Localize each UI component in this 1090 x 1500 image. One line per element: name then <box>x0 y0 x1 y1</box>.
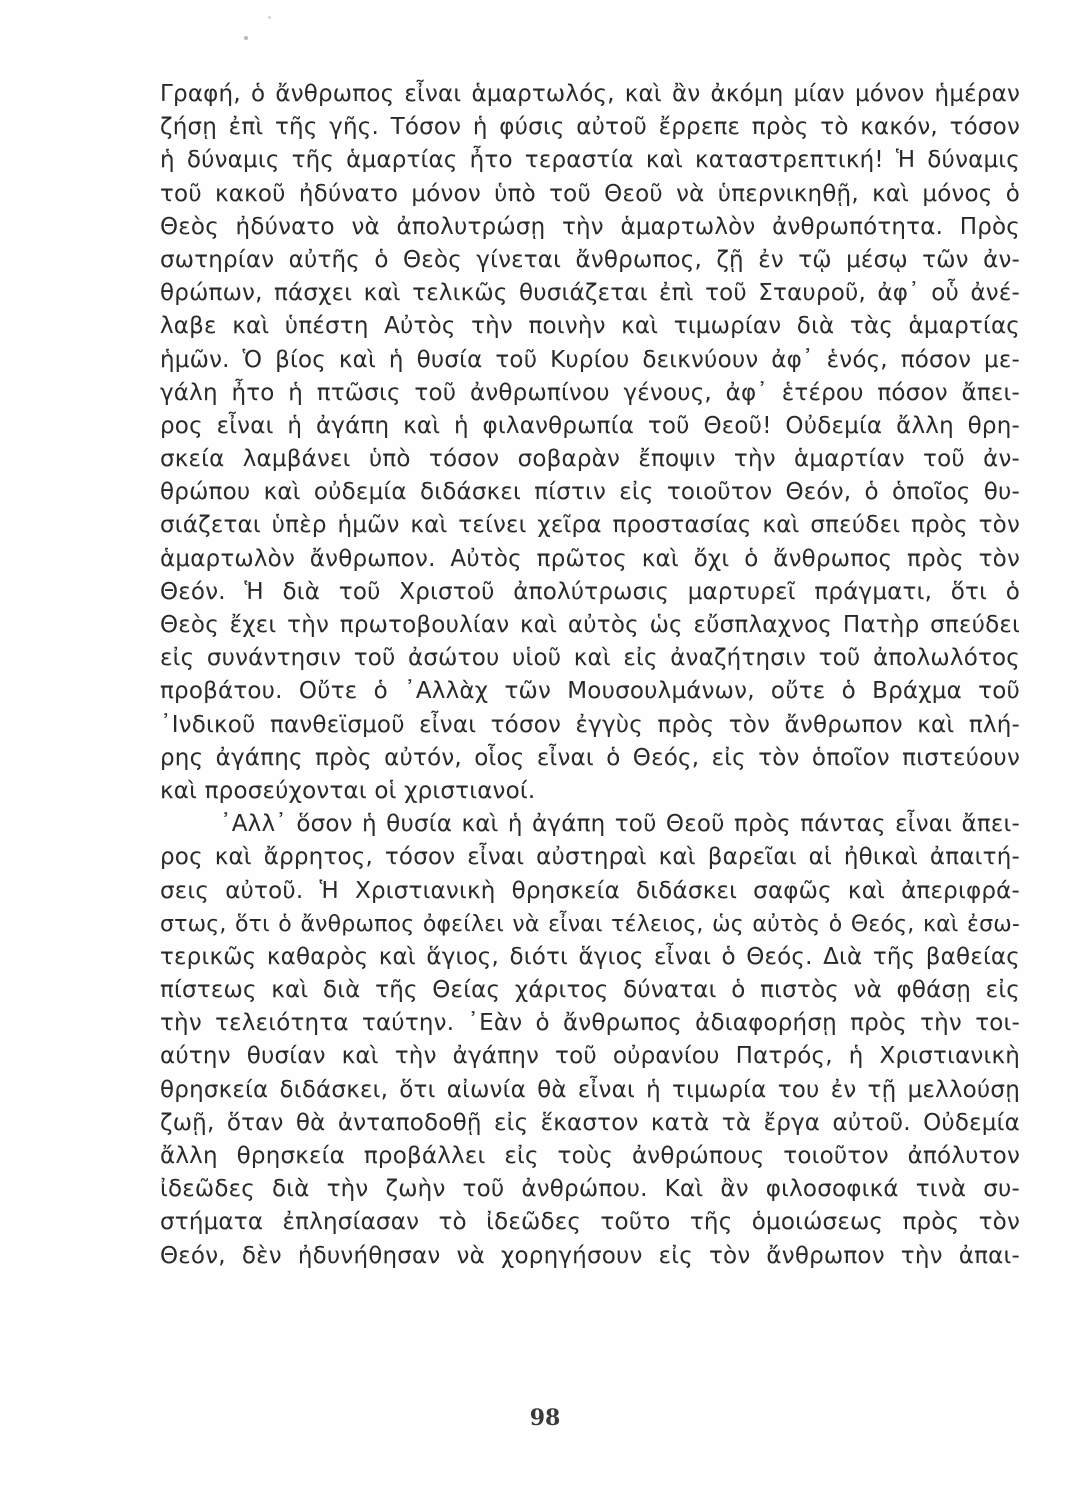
paper-speck <box>244 36 248 40</box>
text-line: πίστεως καὶ διὰ τῆς Θείας χάριτος δύναται ὁ πιστὸς νὰ φθάσῃ εἰς <box>160 977 1020 1004</box>
text-line: σεις αὐτοῦ. Ἡ Χριστιανικὴ θρησκεία διδάσκει σαφῶς καὶ ἀπεριφρά- <box>160 877 1020 904</box>
text-line: Θεὸς ἠδύνατο νὰ ἀπολυτρώσῃ τὴν ἁμαρτωλὸν ἀνθρωπότητα. Πρὸς <box>160 213 1020 240</box>
text-line: σκεία λαμβάνει ὑπὸ τόσον σοβαρὰν ἔποψιν τὴν ἁμαρτίαν τοῦ ἀν- <box>160 446 1020 473</box>
text-line: ἄλλη θρησκεία προβάλλει εἰς τοὺς ἀνθρώπους τοιοῦτον ἀπόλυτον <box>160 1143 1020 1169</box>
body-text <box>160 78 1020 1273</box>
text-line: σωτηρίαν αὐτῆς ὁ Θεὸς γίνεται ἄνθρωπος, ζῇ ἐν τῷ μέσῳ τῶν ἀν- <box>160 246 1020 273</box>
text-line: θρησκεία διδάσκει, ὅτι αἰωνία θὰ εἶναι ἡ τιμωρία του ἐν τῇ μελλούσῃ <box>160 1076 1020 1103</box>
paragraph-end-line: καὶ προσεύχονται οἱ χριστιανοί. <box>160 777 536 804</box>
text-line: λαβε καὶ ὑπέστη Αὐτὸς τὴν ποινὴν καὶ τιμωρίαν διὰ τὰς ἁμαρτίας <box>160 313 1020 340</box>
text-line: ἡ δύναμις τῆς ἁμαρτίας ἦτο τεραστία καὶ καταστρεπτική! Ἡ δύναμις <box>160 147 1020 174</box>
text-line: θρώπου καὶ οὐδεμία διδάσκει πίστιν εἰς τοιοῦτον Θεόν, ὁ ὁποῖος θυ- <box>160 479 1020 506</box>
text-line: ζωῇ, ὅταν θὰ ἀνταποδοθῇ εἰς ἕκαστον κατὰ τὰ ἔργα αὐτοῦ. Οὐδεμία <box>160 1109 1020 1136</box>
text-line: Θεὸς ἔχει τὴν πρωτοβουλίαν καὶ αὐτὸς ὡς εὔσπλαχνος Πατὴρ σπεύδει <box>160 612 1020 638</box>
text-line: τὴν τελειότητα ταύτην. ᾽Εὰν ὁ ἄνθρωπος ἀδιαφορήσῃ πρὸς τὴν τοι- <box>160 1010 1020 1037</box>
page-number: 98 <box>529 1405 561 1431</box>
text-line: προβάτου. Οὔτε ὁ ᾽Αλλὰχ τῶν Μουσουλμάνων, οὔτε ὁ Βράχμα τοῦ <box>160 678 1020 705</box>
text-line: τοῦ κακοῦ ἠδύνατο μόνον ὑπὸ τοῦ Θεοῦ νὰ ὑπερνικηθῇ, καὶ μόνος ὁ <box>160 180 1020 207</box>
paragraph-start-line: ᾽Αλλ᾽ ὅσον ἡ θυσία καὶ ἡ ἀγάπη τοῦ Θεοῦ πρὸς πάντας εἶναι ἄπει- <box>220 811 1020 838</box>
text-line: γάλη ἦτο ἡ πτῶσις τοῦ ἀνθρωπίνου γένους, ἀφ᾽ ἑτέρου πόσον ἄπει- <box>160 379 1020 406</box>
text-line: ρης ἀγάπης πρὸς αὐτόν, οἷος εἶναι ὁ Θεός, εἰς τὸν ὁποῖον πιστεύουν <box>160 744 1020 771</box>
text-line: στως, ὅτι ὁ ἄνθρωπος ὀφείλει νὰ εἶναι τέλειος, ὡς αὐτὸς ὁ Θεός, καὶ ἐσω- <box>160 911 1020 937</box>
text-line: ᾽Ινδικοῦ πανθεϊσμοῦ εἶναι τόσον ἐγγὺς πρὸς τὸν ἄνθρωπον καὶ πλή- <box>160 711 1020 738</box>
text-line: ἡμῶν. Ὁ βίος καὶ ἡ θυσία τοῦ Κυρίου δεικνύουν ἀφ᾽ ἑνός, πόσον με- <box>160 346 1020 373</box>
text-line: ρος εἶναι ἡ ἀγάπη καὶ ἡ φιλανθρωπία τοῦ Θεοῦ! Οὐδεμία ἄλλη θρη- <box>160 412 1020 439</box>
text-line: Θεόν. Ἡ διὰ τοῦ Χριστοῦ ἀπολύτρωσις μαρτυρεῖ πράγματι, ὅτι ὁ <box>160 578 1020 605</box>
text-line: εἰς συνάντησιν τοῦ ἀσώτου υἱοῦ καὶ εἰς ἀναζήτησιν τοῦ ἀπολωλότος <box>160 645 1020 672</box>
text-line: ζήσῃ ἐπὶ τῆς γῆς. Τόσον ἡ φύσις αὐτοῦ ἔρρεπε πρὸς τὸ κακόν, τόσον <box>160 114 1020 141</box>
text-line: αύτην θυσίαν καὶ τὴν ἀγάπην τοῦ οὐρανίου Πατρός, ἡ Χριστιανικὴ <box>160 1043 1020 1070</box>
text-line: τερικῶς καθαρὸς καὶ ἅγιος, διότι ἅγιος εἶναι ὁ Θεός. Διὰ τῆς βαθείας <box>160 943 1020 970</box>
text-line: Γραφή, ὁ ἄνθρωπος εἶναι ἁμαρτωλός, καὶ ἂν ἀκόμη μίαν μόνον ἡμέραν <box>160 81 1020 107</box>
text-line: σιάζεται ὑπὲρ ἡμῶν καὶ τείνει χεῖρα προστασίας καὶ σπεύδει πρὸς τὸν <box>160 512 1020 539</box>
text-line: ἁμαρτωλὸν ἄνθρωπον. Αὐτὸς πρῶτος καὶ ὄχι ὁ ἄνθρωπος πρὸς τὸν <box>160 545 1020 572</box>
paper-speck <box>268 16 271 19</box>
text-line: Θεόν, δὲν ἠδυνήθησαν νὰ χορηγήσουν εἰς τὸν ἄνθρωπον τὴν ἀπαι- <box>160 1242 1020 1269</box>
text-line: θρώπων, πάσχει καὶ τελικῶς θυσιάζεται ἐπὶ τοῦ Σταυροῦ, ἀφ᾽ οὗ ἀνέ- <box>160 280 1020 307</box>
text-line: στήματα ἐπλησίασαν τὸ ἰδεῶδες τοῦτο τῆς ὁμοιώσεως πρὸς τὸν <box>160 1209 1020 1236</box>
text-line: ἰδεῶδες διὰ τὴν ζωὴν τοῦ ἀνθρώπου. Καὶ ἂν φιλοσοφικά τινὰ συ- <box>160 1176 1020 1203</box>
text-line: ρος καὶ ἄρρητος, τόσον εἶναι αὐστηραὶ καὶ βαρεῖαι αἱ ἠθικαὶ ἀπαιτή- <box>160 844 1020 871</box>
